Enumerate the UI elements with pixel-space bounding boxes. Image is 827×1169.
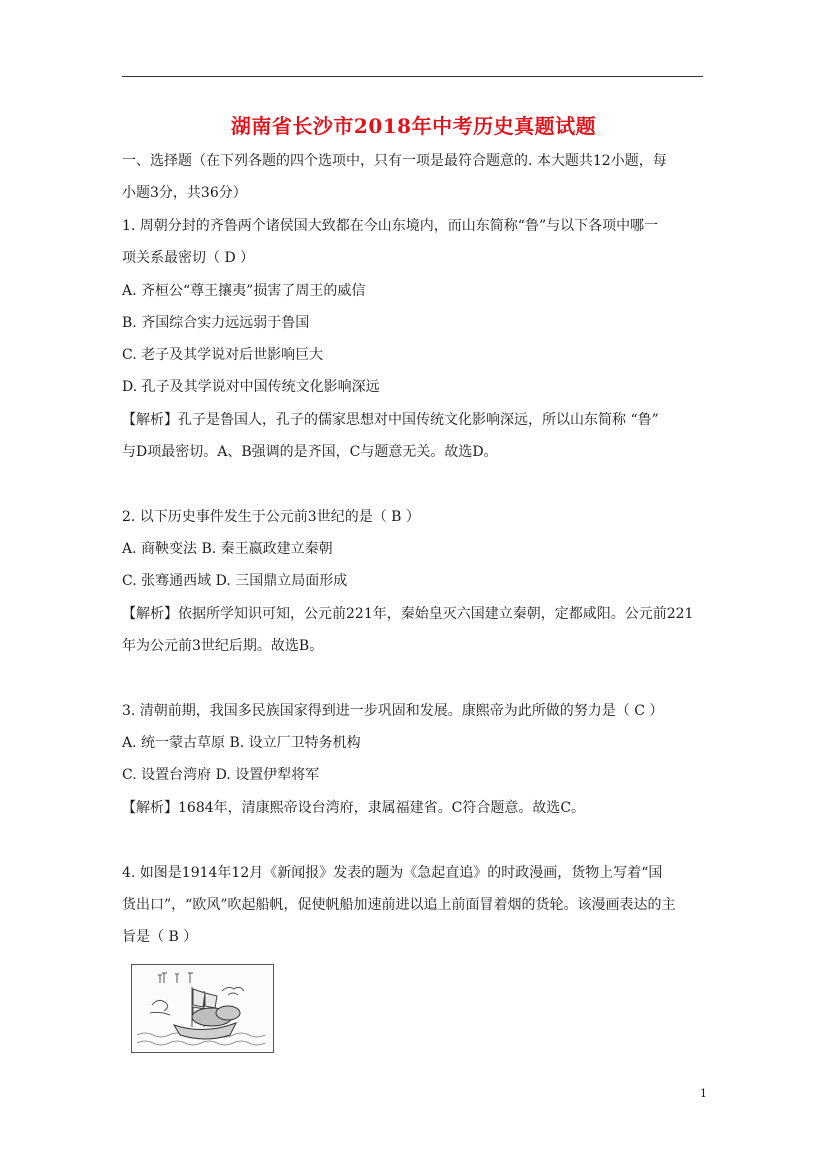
q1-analysis-line-2: 与D项最密切。A、B强调的是齐国，C与题意无关。故选D。 bbox=[122, 444, 498, 460]
q2-stem: 2. 以下历史事件发生于公元前3世纪的是（ B ） bbox=[122, 509, 420, 525]
sailing-ship-cartoon-illustration bbox=[132, 965, 273, 1052]
section-header-line-2: 小题3分，共36分） bbox=[122, 185, 247, 201]
q1-option-d: D. 孔子及其学说对中国传统文化影响深远 bbox=[122, 379, 380, 395]
header-rule bbox=[122, 76, 703, 77]
q3-options-cd: C. 设置台湾府 D. 设置伊犁将军 bbox=[122, 767, 320, 783]
q4-stem-line-3: 旨是（ B ） bbox=[122, 929, 198, 945]
q4-stem-line-1: 4. 如图是1914年12月《新闻报》发表的题为《急起直追》的时政漫画，货物上写着“国 bbox=[122, 865, 663, 881]
q2-analysis-line-2: 年为公元前3世纪后期。故选B。 bbox=[122, 638, 324, 654]
page-title: 湖南省长沙市2018年中考历史真题试题 bbox=[230, 114, 597, 138]
q1-stem-line-2: 项关系最密切（ D ） bbox=[122, 250, 255, 266]
page-number: 1 bbox=[700, 1087, 707, 1100]
q1-option-a: A. 齐桓公“尊王攘夷”损害了周王的威信 bbox=[122, 283, 366, 299]
q3-stem: 3. 清朝前期，我国多民族国家得到进一步巩固和发展。康熙帝为此所做的努力是（ C ） bbox=[122, 703, 664, 719]
q1-stem-line-1: 1. 周朝分封的齐鲁两个诸侯国大致都在今山东境内，而山东简称“鲁”与以下各项中哪一 bbox=[122, 218, 659, 234]
section-header-line-1: 一、选择题（在下列各题的四个选项中，只有一项是最符合题意的. 本大题共12小题，每 bbox=[122, 153, 667, 169]
q2-options-cd: C. 张骞通西域 D. 三国鼎立局面形成 bbox=[122, 573, 348, 589]
q3-analysis: 【解析】1684年，清康熙帝设台湾府，隶属福建省。C符合题意。故选C。 bbox=[122, 800, 586, 816]
q1-analysis-line-1: 【解析】孔子是鲁国人，孔子的儒家思想对中国传统文化影响深远，所以山东简称 “鲁” bbox=[122, 412, 659, 428]
q2-options-ab: A. 商鞅变法 B. 秦王嬴政建立秦朝 bbox=[122, 541, 333, 557]
q1-option-b: B. 齐国综合实力远远弱于鲁国 bbox=[122, 315, 310, 331]
q3-options-ab: A. 统一蒙古草原 B. 设立厂卫特务机构 bbox=[122, 735, 361, 751]
q4-stem-line-2: 货出口”，“欧风”吹起船帆，促使帆船加速前进以追上前面冒着烟的货轮。该漫画表达的主 bbox=[122, 897, 676, 913]
cartoon-figure bbox=[131, 964, 274, 1053]
q2-analysis-line-1: 【解析】依据所学知识可知，公元前221年，秦始皇灭六国建立秦朝，定都咸阳。公元前221 bbox=[122, 606, 694, 622]
q1-option-c: C. 老子及其学说对后世影响巨大 bbox=[122, 347, 324, 363]
